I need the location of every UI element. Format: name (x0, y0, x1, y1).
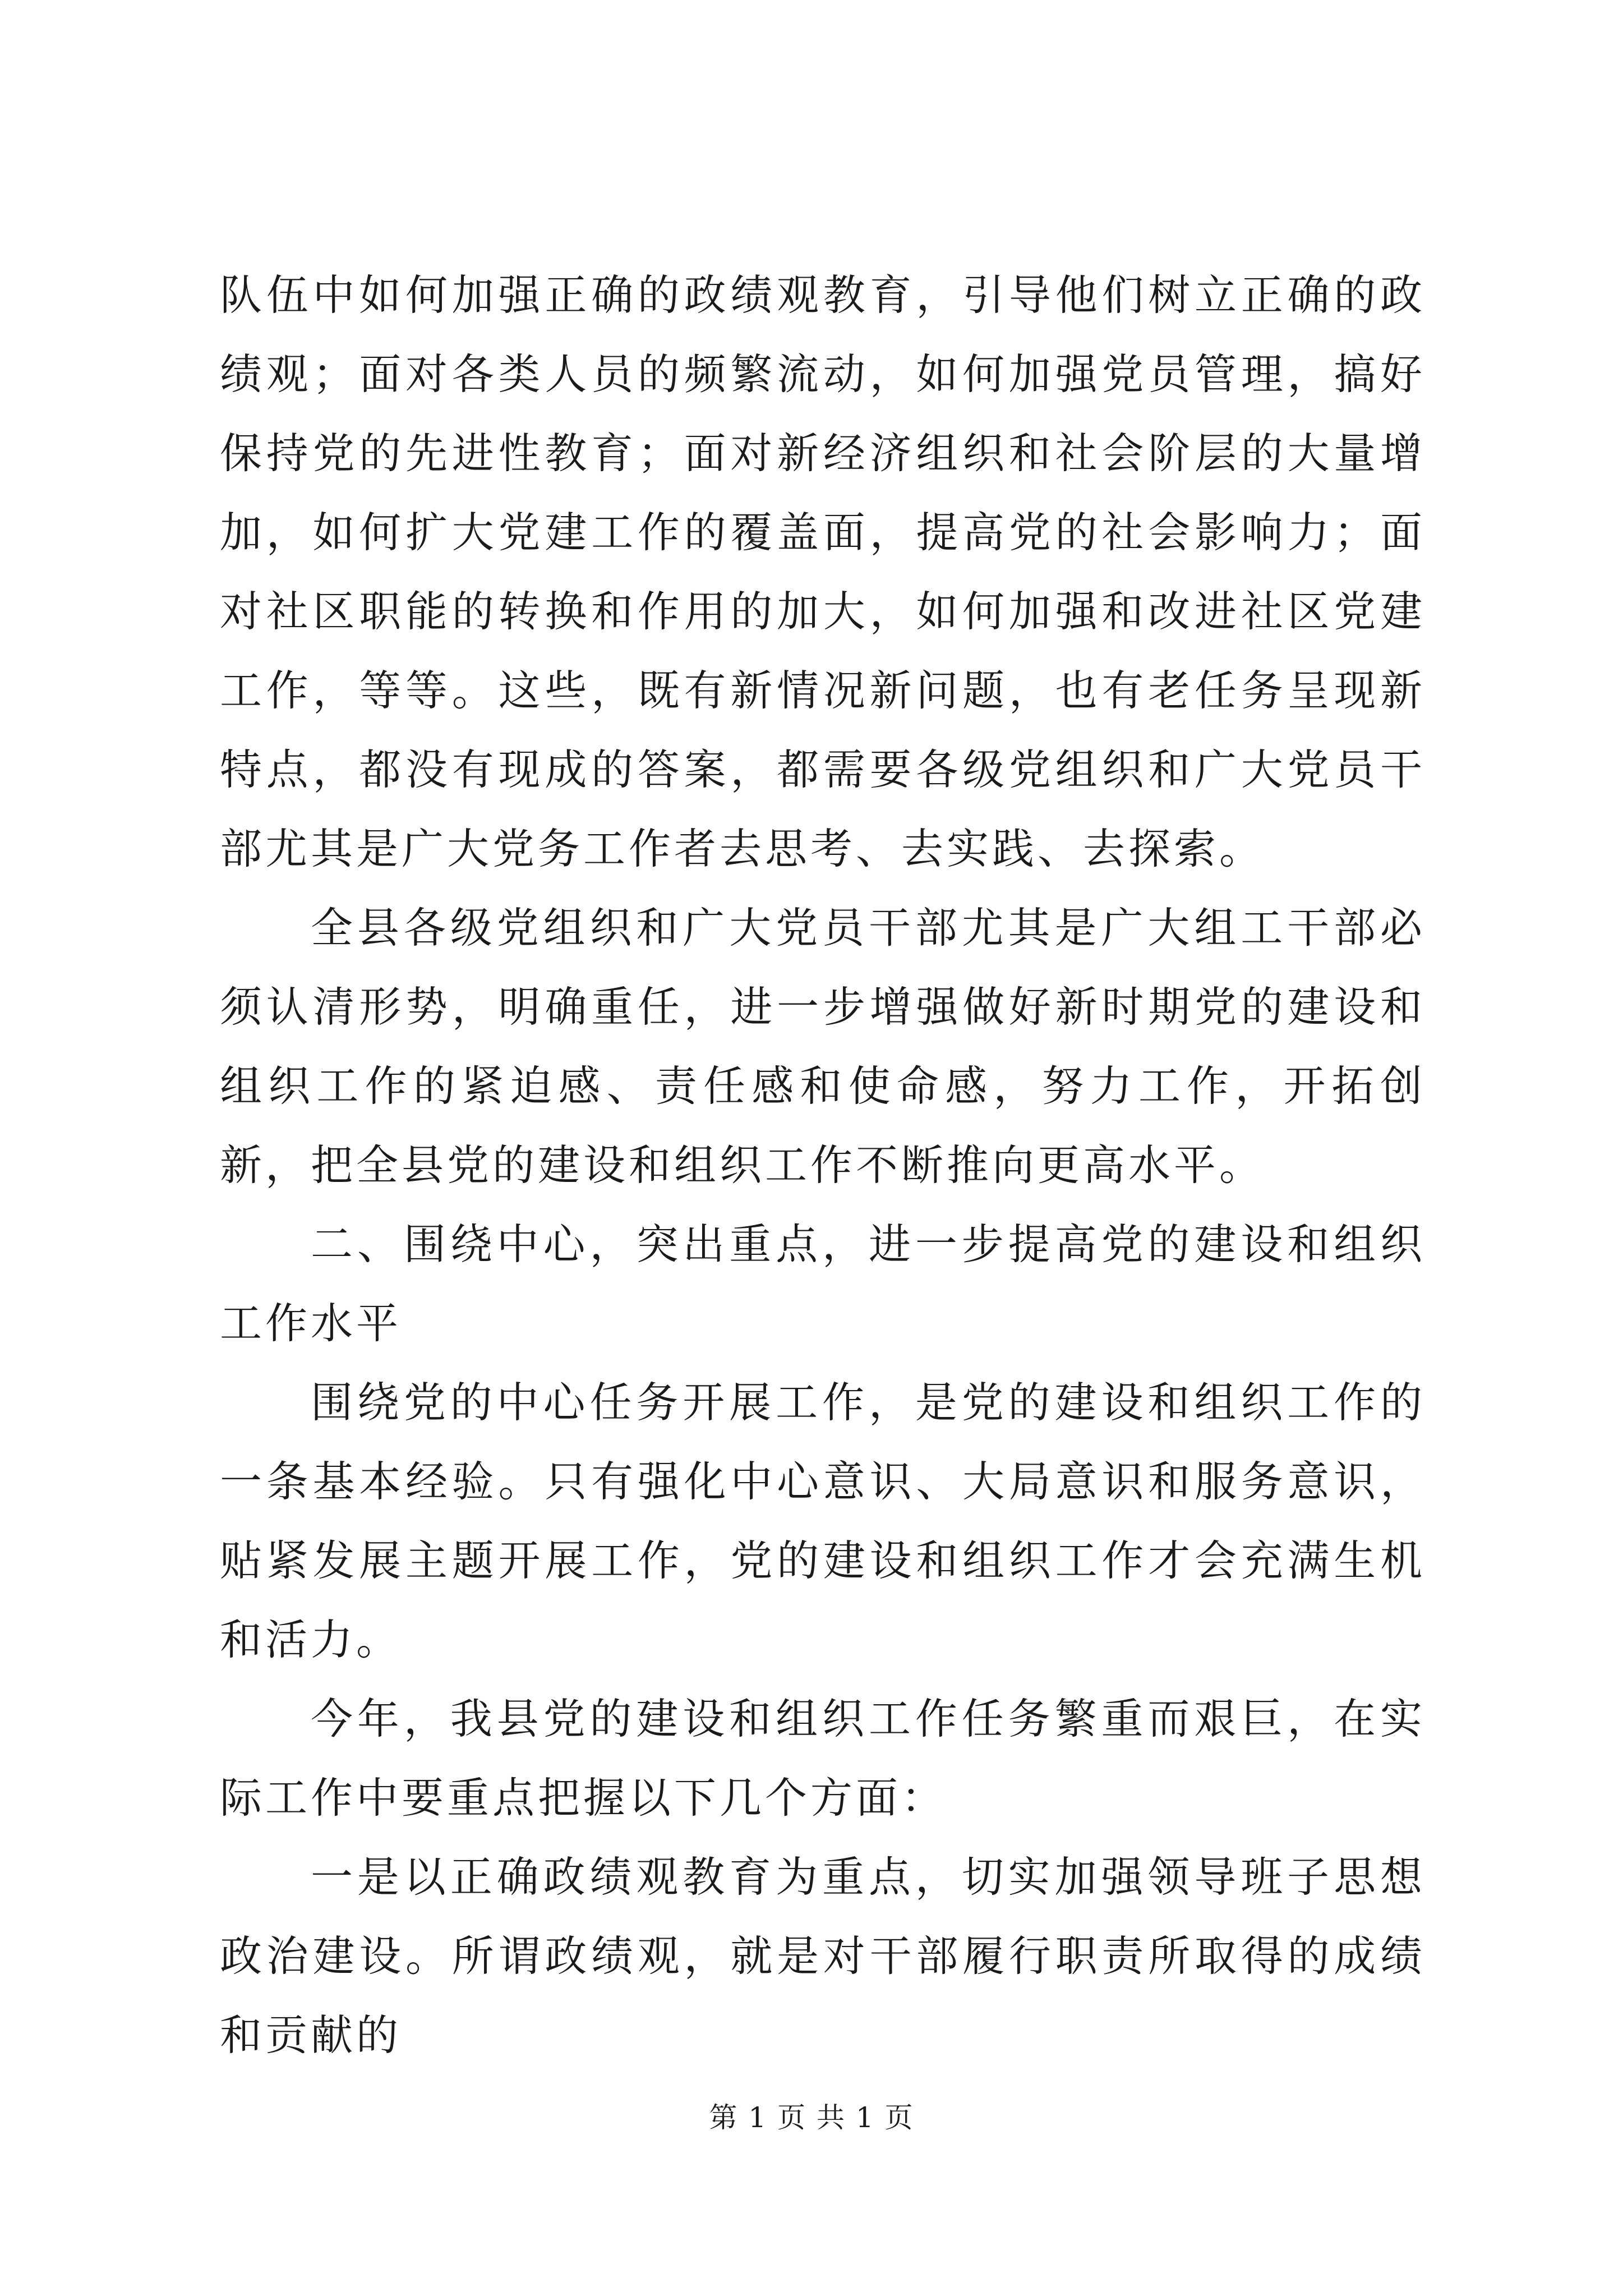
page-footer: 第 1 页 共 1 页 (709, 2101, 914, 2134)
document-body (220, 256, 1426, 2075)
paragraph: 全县各级党组织和广大党员干部尤其是广大组工干部必须认清形势，明确重任，进一步增强做好新时期党的建设和组织工作的紧迫感、责任感和使命感，努力工作，开拓创新，把全县党的建设和组织工作不断推向更高水平。 (220, 903, 1426, 1190)
paragraph: 一是以正确政绩观教育为重点，切实加强领导班子思想政治建设。所谓政绩观，就是对干部履行职责所取得的成绩和贡献的 (220, 1852, 1426, 2060)
section-heading: 二、围绕中心，突出重点，进一步提高党的建设和组织工作水平 (220, 1220, 1426, 1348)
paragraph-continued: 队伍中如何加强正确的政绩观教育，引导他们树立正确的政绩观；面对各类人员的频繁流动，如何加强党员管理，搞好保持党的先进性教育；面对新经济组织和社会阶层的大量增加，如何扩大党建工作的覆盖面，提高党的社会影响力；面对社区职能的转换和作用的加大，如何加强和改进社区党建工作，等等。这些，既有新情况新问题，也有老任务呈现新特点，都没有现成的答案，都需要各级党组织和广大党员干部尤其是广大党务工作者去思考、去实践、去探索。 (220, 270, 1426, 873)
paragraph: 今年，我县党的建设和组织工作任务繁重而艰巨，在实际工作中要重点把握以下几个方面： (220, 1694, 1426, 1823)
paragraph: 围绕党的中心任务开展工作，是党的建设和组织工作的一条基本经验。只有强化中心意识、大局意识和服务意识，贴紧发展主题开展工作，党的建设和组织工作才会充满生机和活力。 (220, 1378, 1426, 1664)
